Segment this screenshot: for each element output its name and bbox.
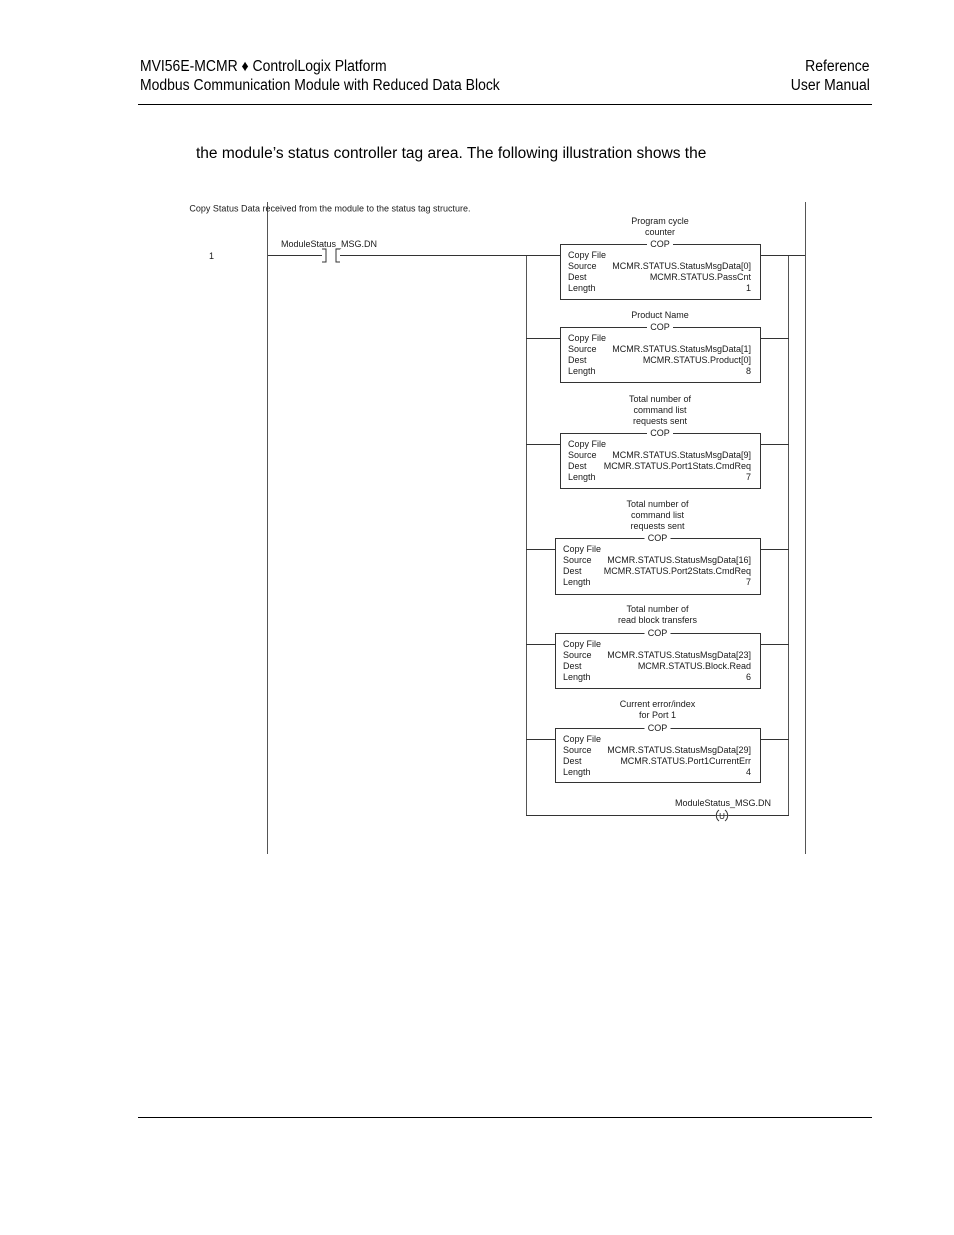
cop-instructions: [526, 216, 789, 783]
cop-length-label: Length: [568, 283, 596, 293]
cop-mnemonic: COP: [650, 322, 670, 332]
cop-comment: Total number of: [626, 604, 689, 614]
cop-mnemonic: COP: [647, 533, 668, 543]
cop-source-value: MCMR.STATUS.StatusMsgData[0]: [612, 261, 751, 271]
header-product-subtitle: Modbus Communication Module with Reduced Data Block: [140, 77, 500, 94]
cop-source-value: MCMR.STATUS.StatusMsgData[16]: [607, 555, 751, 565]
contact-tag: ModuleStatus_MSG.DN: [281, 239, 378, 249]
cop-dest-label: Dest: [568, 272, 587, 282]
header-product-title: MVI56E-MCMR ♦ ControlLogix Platform: [140, 58, 387, 75]
cop-mnemonic: COP: [647, 723, 668, 733]
cop-dest-label: Dest: [568, 461, 587, 471]
cop-length-value: 4: [745, 767, 751, 777]
cop-dest-value: MCMR.STATUS.PassCnt: [649, 272, 751, 282]
cop-comment: requests sent: [630, 521, 685, 531]
cop-length-label: Length: [568, 366, 596, 376]
cop-source-value: MCMR.STATUS.StatusMsgData[1]: [612, 344, 751, 354]
unlatch-coil-icon: [526, 810, 789, 821]
header-section: Reference: [805, 58, 870, 75]
intro-paragraph: the module’s status controller tag area. The following illustration shows the: [196, 145, 707, 162]
cop-source-label: Source: [568, 450, 597, 460]
cop-dest-value: MCMR.STATUS.Product[0]: [642, 355, 751, 365]
cop-length-label: Length: [563, 577, 591, 587]
coil-symbol: U: [719, 812, 725, 821]
cop-source-value: MCMR.STATUS.StatusMsgData[23]: [607, 650, 751, 660]
cop-comment: counter: [644, 227, 676, 237]
examine-on-contact-icon: [322, 249, 340, 262]
cop-dest-value: MCMR.STATUS.Block.Read: [637, 661, 751, 671]
cop-dest-value: MCMR.STATUS.Port2Stats.CmdReq: [603, 566, 751, 576]
cop-dest-value: MCMR.STATUS.Port1Stats.CmdReq: [603, 461, 751, 471]
cop-length-label: Length: [568, 472, 596, 482]
cop-comment: Program cycle: [631, 216, 689, 226]
coil-tag: ModuleStatus_MSG.DN: [674, 798, 771, 808]
cop-title: Copy File: [568, 439, 607, 449]
cop-dest-label: Dest: [563, 566, 582, 576]
cop-title: Copy File: [568, 250, 607, 260]
cop-source-label: Source: [563, 650, 592, 660]
cop-comment: requests sent: [632, 416, 688, 426]
cop-comment: Current error/index: [619, 699, 696, 709]
cop-comment: command list: [633, 405, 687, 415]
cop-length-value: 8: [745, 366, 751, 376]
cop-comment: command list: [630, 510, 685, 520]
cop-dest-label: Dest: [563, 661, 582, 671]
cop-source-label: Source: [568, 344, 597, 354]
header-doc-type: User Manual: [790, 77, 870, 94]
rung-number: 1: [209, 251, 215, 261]
cop-length-label: Length: [563, 767, 591, 777]
cop-source-value: MCMR.STATUS.StatusMsgData[29]: [607, 745, 751, 755]
cop-dest-value: MCMR.STATUS.Port1CurrentErr: [620, 756, 751, 766]
cop-comment: Total number of: [626, 499, 689, 509]
cop-source-value: MCMR.STATUS.StatusMsgData[9]: [612, 450, 751, 460]
cop-source-label: Source: [568, 261, 597, 271]
cop-mnemonic: COP: [647, 628, 668, 638]
cop-comment: Product Name: [631, 310, 689, 320]
cop-length-value: 6: [745, 672, 751, 682]
cop-title: Copy File: [563, 544, 602, 554]
cop-length-value: 7: [745, 577, 751, 587]
rung-comment: Copy Status Data received from the module to the status tag structure.: [189, 203, 471, 214]
cop-source-label: Source: [563, 555, 592, 565]
cop-title: Copy File: [563, 734, 602, 744]
cop-comment: read block transfers: [617, 615, 698, 625]
cop-title: Copy File: [568, 333, 607, 343]
cop-mnemonic: COP: [650, 428, 670, 438]
cop-length-value: 7: [745, 472, 751, 482]
cop-length-value: 1: [745, 283, 751, 293]
cop-comment: for Port 1: [638, 710, 677, 720]
cop-title: Copy File: [563, 639, 602, 649]
cop-length-label: Length: [563, 672, 591, 682]
cop-dest-label: Dest: [563, 756, 582, 766]
cop-source-label: Source: [563, 745, 592, 755]
footer-rule: [138, 1117, 872, 1118]
cop-dest-label: Dest: [568, 355, 587, 365]
cop-mnemonic: COP: [650, 239, 670, 249]
cop-comment: Total number of: [628, 394, 692, 404]
